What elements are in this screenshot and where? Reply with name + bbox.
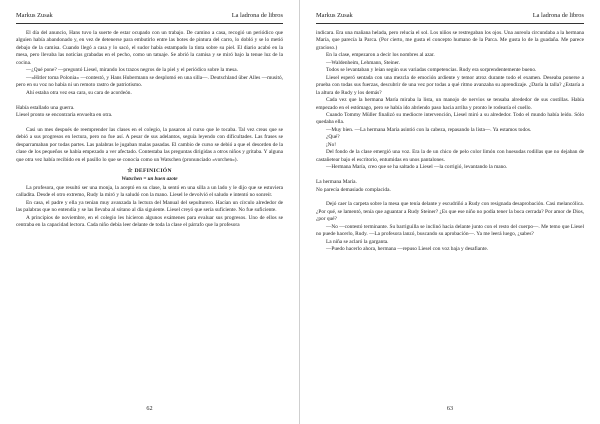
paragraph: Liesel esperó sentada con una mezcla de emoción ardiente y temor atroz durante todo el examen. Deseaba ponerse a prueba con todas sus fuerzas, descubrir de una vez por todas a qué ritmo avanzaba su aprendizaje. ¿Daría la talla? ¿Estaría a la altura de Rudy y los demás? bbox=[316, 74, 584, 96]
paragraph: —Puedo hacerlo ahora, hermana —repuso Liesel con voz baja y desafiante. bbox=[326, 246, 489, 253]
paragraph: La hermana María. bbox=[316, 179, 357, 186]
right-page bbox=[300, 0, 600, 424]
paragraph: La profesora, que resultó ser una monja, la aceptó en su clase, la sentó en una silla a un lado y le dijo que se estuviera calladita. Desde el otro extremo, Rudy la miró y la saludó con la mano. Liesel le devolvió el saludo e intentó no sonreír. bbox=[16, 185, 283, 199]
left-page-body bbox=[16, 30, 283, 396]
paragraph: Cada vez que la hermana María miraba la lista, un manojo de nervios se tensaba alrededor de sus costillas. Había empezado en el estómago, pero se había ido abriendo paso hacia arriba y pronto le rodearía el cuello. bbox=[316, 97, 584, 111]
paragraph: ¿Qué? bbox=[326, 134, 340, 141]
paragraph: Del fondo de la clase emergió una voz. Era la de un chico de pelo color limón con huesudas rodillas que no dejaban de castañetear bajo el escritorio, entumidas en unos pantalones. bbox=[316, 149, 584, 163]
paragraph: —¿Qué pone? —preguntó Liesel, mirando los trazos negros de la piel y el periódico sobre la mesa. bbox=[26, 67, 238, 74]
left-header-author: Markus Zusak bbox=[16, 12, 53, 19]
paragraph: —Waldenheim, Lehmann, Steiner. bbox=[326, 59, 400, 66]
paragraph: —«Hitler toma Polonia» —contestó, y Hans Hubermann se desplomó en una silla—. Deutschland über Alles —musitó, pero en su voz no había ni un remoto rastro de patriotismo. bbox=[16, 74, 283, 89]
paragraph: El día del anuncio, Hans tuvo la suerte de estar ocupado con un trabajo. De camino a casa, recogió un periódico que alguien había abandonado y, en vez de detenerse para embutirlo entre las botes de pintura del carro, lo dobló y se lo metió debajo de la camisa. Cuando llegó a casa y lo sacó, el sudor había estampado la tinta sobre su piel. El diario acabó en la mesa, pero llevaba las noticias grabadas en el pecho, como un tatuaje. Se abrió la camisa y se miró bajo la tenue luz de la cocina. bbox=[16, 30, 283, 66]
paragraph: Había estallado una guerra. bbox=[16, 104, 75, 111]
paragraph: Dejó caer la carpeta sobre la mesa que tenía delante y escudriñó a Rudy con resignada desaprobación. Casi melancólica. ¿Por qué, se lamentó, tenía que aguantar a Rudy Steiner? ¿Es que ese niño no podía tener la boca cerrada? Por amor de Dios, ¿por qué? bbox=[316, 201, 584, 223]
dictionary-definition: = un buen azote bbox=[143, 175, 178, 182]
paragraph: ¡No! bbox=[326, 141, 337, 148]
dictionary-term: Watschen bbox=[121, 175, 143, 182]
paragraph: Casi un mes después de reemprender las clases en el colegio, la pasaron al curso que le tocaba. Tal vez creas que se debió a sus progresos en lectura, pero no fue así. A pesar de sus adelantos, seguía leyendo con dificultades. Las frases se desparramaban por todas partes. Las palabras le jugaban malas pasadas. El cambio de curso se debió a que el desorden de la clase de los pequeños se había empezado a ver afectado. Contestaba las preguntas dirigidas a otros niños y gritaba. Y alguna que otra vez había recibido en el pasillo lo que se conocía como un Watschen (pronunciado «vorchen»). bbox=[16, 126, 283, 163]
paragraph: Todos se levantaban y leían según sus variadas competencias. Rudy era sorprendentemente bueno. bbox=[326, 67, 537, 74]
paragraph: No parecía demasiado complacida. bbox=[316, 186, 391, 193]
paragraph: —Muy bien. —La hermana María asintió con la cabeza, repasando la lista—. Ya estamos todos. bbox=[326, 126, 532, 133]
page-number: 63 bbox=[446, 405, 454, 412]
paragraph: —Hermana María, creo que se ha saltado a Liesel —la corrigió, levantando la mano. bbox=[326, 164, 508, 171]
right-header-author: Markus Zusak bbox=[316, 12, 353, 19]
right-page-header bbox=[316, 12, 584, 24]
star-icon: ☆ bbox=[127, 168, 133, 175]
paragraph: indicara. Era una mañana helada, pero relucía el sol. Los niños se restregaban los ojos. Una aureola circundaba a la hermana María, que parecía la Parca. (Por cierto, me gusta el concepto humano de la Parca. Me gusta lo de la guadaña. Me parece gracioso.) bbox=[316, 30, 584, 51]
page-number: 62 bbox=[146, 405, 153, 412]
paragraph: Ahí estaba otra vez esa cara, su cara de acordeón. bbox=[26, 89, 132, 96]
dictionary-box bbox=[16, 168, 283, 183]
paragraph: En la clase, empezaron a decir los nombres al azar. bbox=[326, 52, 435, 59]
paragraph: La niña se aclaró la garganta. bbox=[326, 238, 389, 245]
right-page-body bbox=[316, 30, 584, 396]
left-header-title: La ladrona de libros bbox=[231, 12, 283, 19]
paragraph: —No —contestó terminante. Su barriguilla se inclinó hacia delante junto con el resto del cuerpo—. Me temo que Liesel no puede hacerlo, Rudy. —La profesora lanzó, buscando su aprobación—. Ya me leerá luego, ¿sabes? bbox=[316, 223, 584, 238]
dictionary-title: DEFINICIÓN bbox=[134, 168, 172, 175]
paragraph: A principios de noviembre, en el colegio les hicieron algunos exámenes para evaluar sus progresos. Uno de ellos se centraba en la capacidad lectora. Cada niño debía leer delante de toda la clase el párrafo que la profesora bbox=[16, 214, 283, 229]
paragraph: En casa, el padre y ella ya tenían muy avanzada la lectura del Manual del sepulturero. Hacían un círculo alrededor de las palabras que no entendía y se las llevaba al sótano al día siguiente. Liesel creyó que sería suficiente. No fue suficiente. bbox=[16, 199, 283, 214]
paragraph: Liesel pronto se encontraría envuelta en otra. bbox=[16, 111, 113, 118]
left-page-header bbox=[16, 12, 283, 24]
paragraph: Cuando Tommy Müller finalizó su mediocre intervención, Liesel miró a su alrededor. Todo el mundo había leído. Sólo quedaba ella. bbox=[316, 111, 584, 126]
right-header-title: La ladrona de libros bbox=[532, 12, 584, 19]
